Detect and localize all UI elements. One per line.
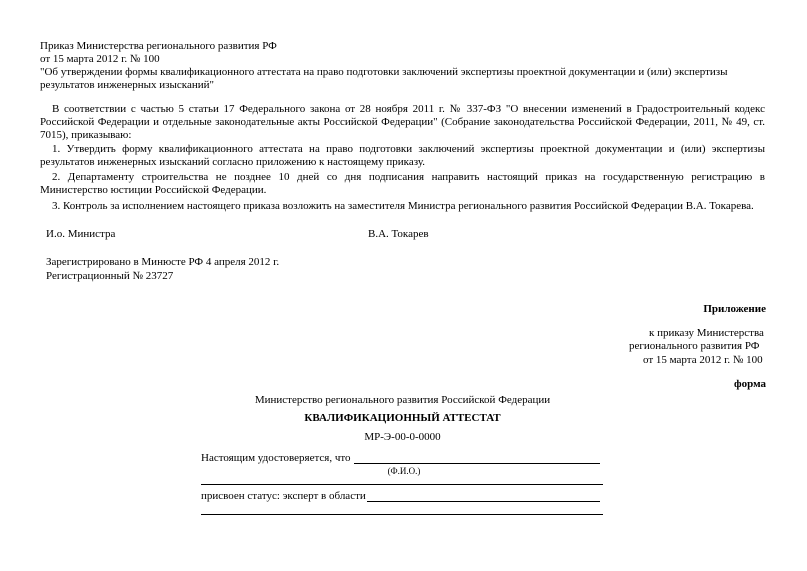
item-1-line-2: результатов инженерных изысканий согласно приложению к настоящему приказу. [40, 156, 425, 168]
item-2-line-1: 2. Департаменту строительства не позднее 10 дней со дня подписания направить настоящий приказ на государственную регистрацию в [52, 171, 765, 183]
preamble-line-2: Российской Федерации и отдельные законодательные акты Российской Федерации" (Собрание законодательства Российской Федерации, 2011, № 49, ст. [40, 116, 765, 128]
order-title-line-2: результатов инженерных изысканий" [40, 79, 215, 91]
fio-line [354, 463, 600, 464]
status-line [367, 501, 600, 502]
certify-label: Настоящим удостоверяется, что [201, 452, 351, 464]
registration-number: Регистрационный № 23727 [46, 270, 174, 282]
registration-date: Зарегистрировано в Минюсте РФ 4 апреля 2012 г. [46, 256, 280, 268]
preamble-line-3: 7015), приказываю: [40, 129, 132, 141]
signatory-position: И.о. Министра [46, 228, 116, 240]
appendix-title: Приложение [703, 303, 766, 315]
appendix-ref-line-1: к приказу Министерства [649, 327, 764, 339]
form-ministry: Министерство регионального развития Российской Федерации [254, 394, 551, 406]
item-2-line-2: Министерство юстиции Российской Федерации. [40, 184, 267, 196]
fio-caption: (Ф.И.О.) [387, 466, 421, 476]
order-title-line-1: "Об утверждении формы квалификационного аттестата на право подготовки заключений экспертизы проектной документации и (или) экспертизы [40, 66, 728, 78]
status-label: присвоен статус: эксперт в области [201, 490, 366, 502]
form-number: МР-Э-00-0-0000 [364, 431, 441, 443]
preamble-line-1: В соответствии с частью 5 статьи 17 Федерального закона от 28 ноября 2011 г. № 337-ФЗ "О внесении изменений в Градостроительный кодекс [52, 103, 765, 115]
form-title: КВАЛИФИКАЦИОННЫЙ АТТЕСТАТ [304, 412, 501, 424]
form-label: форма [734, 378, 766, 390]
item-1-line-1: 1. Утвердить форму квалификационного аттестата на право подготовки заключений экспертизы проектной документации и (или) экспертизы [52, 143, 765, 155]
order-heading: Приказ Министерства регионального развития РФ [40, 40, 277, 52]
appendix-ref-line-3: от 15 марта 2012 г. № 100 [643, 354, 763, 366]
order-date: от 15 марта 2012 г. № 100 [40, 53, 160, 65]
signatory-name: В.А. Токарев [368, 228, 429, 240]
item-3: 3. Контроль за исполнением настоящего приказа возложить на заместителя Министра регионального развития Российской Федерации В.А. Токарева. [52, 200, 754, 212]
appendix-ref-line-2: регионального развития РФ [629, 340, 760, 352]
blank-line-1 [201, 484, 603, 485]
blank-line-2 [201, 514, 603, 515]
